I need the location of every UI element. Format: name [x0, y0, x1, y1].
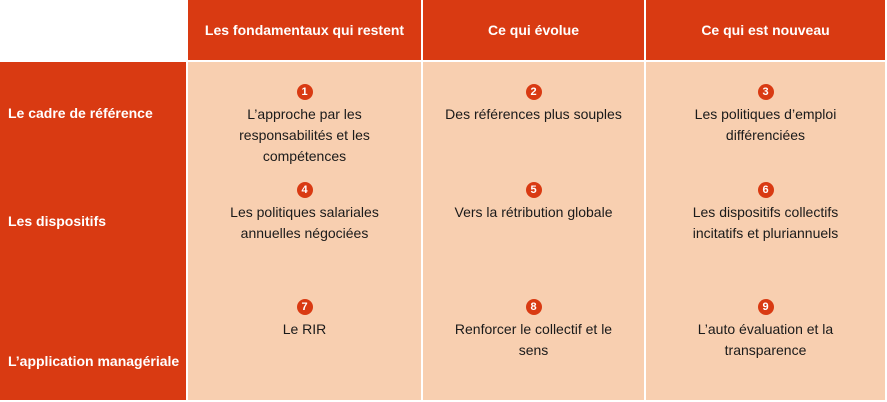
table-cell-5 [423, 164, 646, 279]
row-header-devices: Les dispositifs [0, 164, 188, 279]
number-badge-4: 4 [297, 182, 313, 198]
table-cell-9 [646, 279, 887, 402]
number-badge-6: 6 [758, 182, 774, 198]
table-corner [0, 0, 188, 62]
table-cell-3 [646, 62, 887, 164]
table-cell-4 [188, 164, 423, 279]
row-header-reference-framework: Le cadre de référence [0, 62, 188, 164]
table-cell-2 [423, 62, 646, 164]
column-header-evolving: Ce qui évolue [423, 0, 646, 62]
number-badge-1: 1 [297, 84, 313, 100]
cell-text: Renforcer le collectif et le sens [454, 321, 613, 358]
cell-text: L’approche par les responsabilités et les compétences [239, 106, 370, 164]
row-header-managerial-application: L’application managériale [0, 279, 188, 402]
table-cell-7 [188, 279, 423, 402]
table-cell-1 [188, 62, 423, 164]
number-badge-2: 2 [526, 84, 542, 100]
column-header-new: Ce qui est nouveau [646, 0, 887, 62]
table-cell-8 [423, 279, 646, 402]
cell-text: Le RIR [282, 321, 327, 337]
number-badge-5: 5 [526, 182, 542, 198]
cell-text: L’auto évaluation et la transparence [697, 321, 834, 358]
cell-text: Des références plus souples [445, 106, 622, 122]
cell-text: Les dispositifs collectifs incitatifs et pluriannuels [692, 204, 839, 241]
column-header-fundamentals: Les fondamentaux qui restent [188, 0, 423, 62]
number-badge-9: 9 [758, 299, 774, 315]
number-badge-3: 3 [758, 84, 774, 100]
number-badge-8: 8 [526, 299, 542, 315]
cell-text: Les politiques salariales annuelles négociées [230, 204, 379, 241]
number-badge-7: 7 [297, 299, 313, 315]
table-cell-6 [646, 164, 887, 279]
cell-text: Vers la rétribution globale [454, 204, 613, 220]
cell-text: Les politiques d’emploi différenciées [694, 106, 837, 143]
